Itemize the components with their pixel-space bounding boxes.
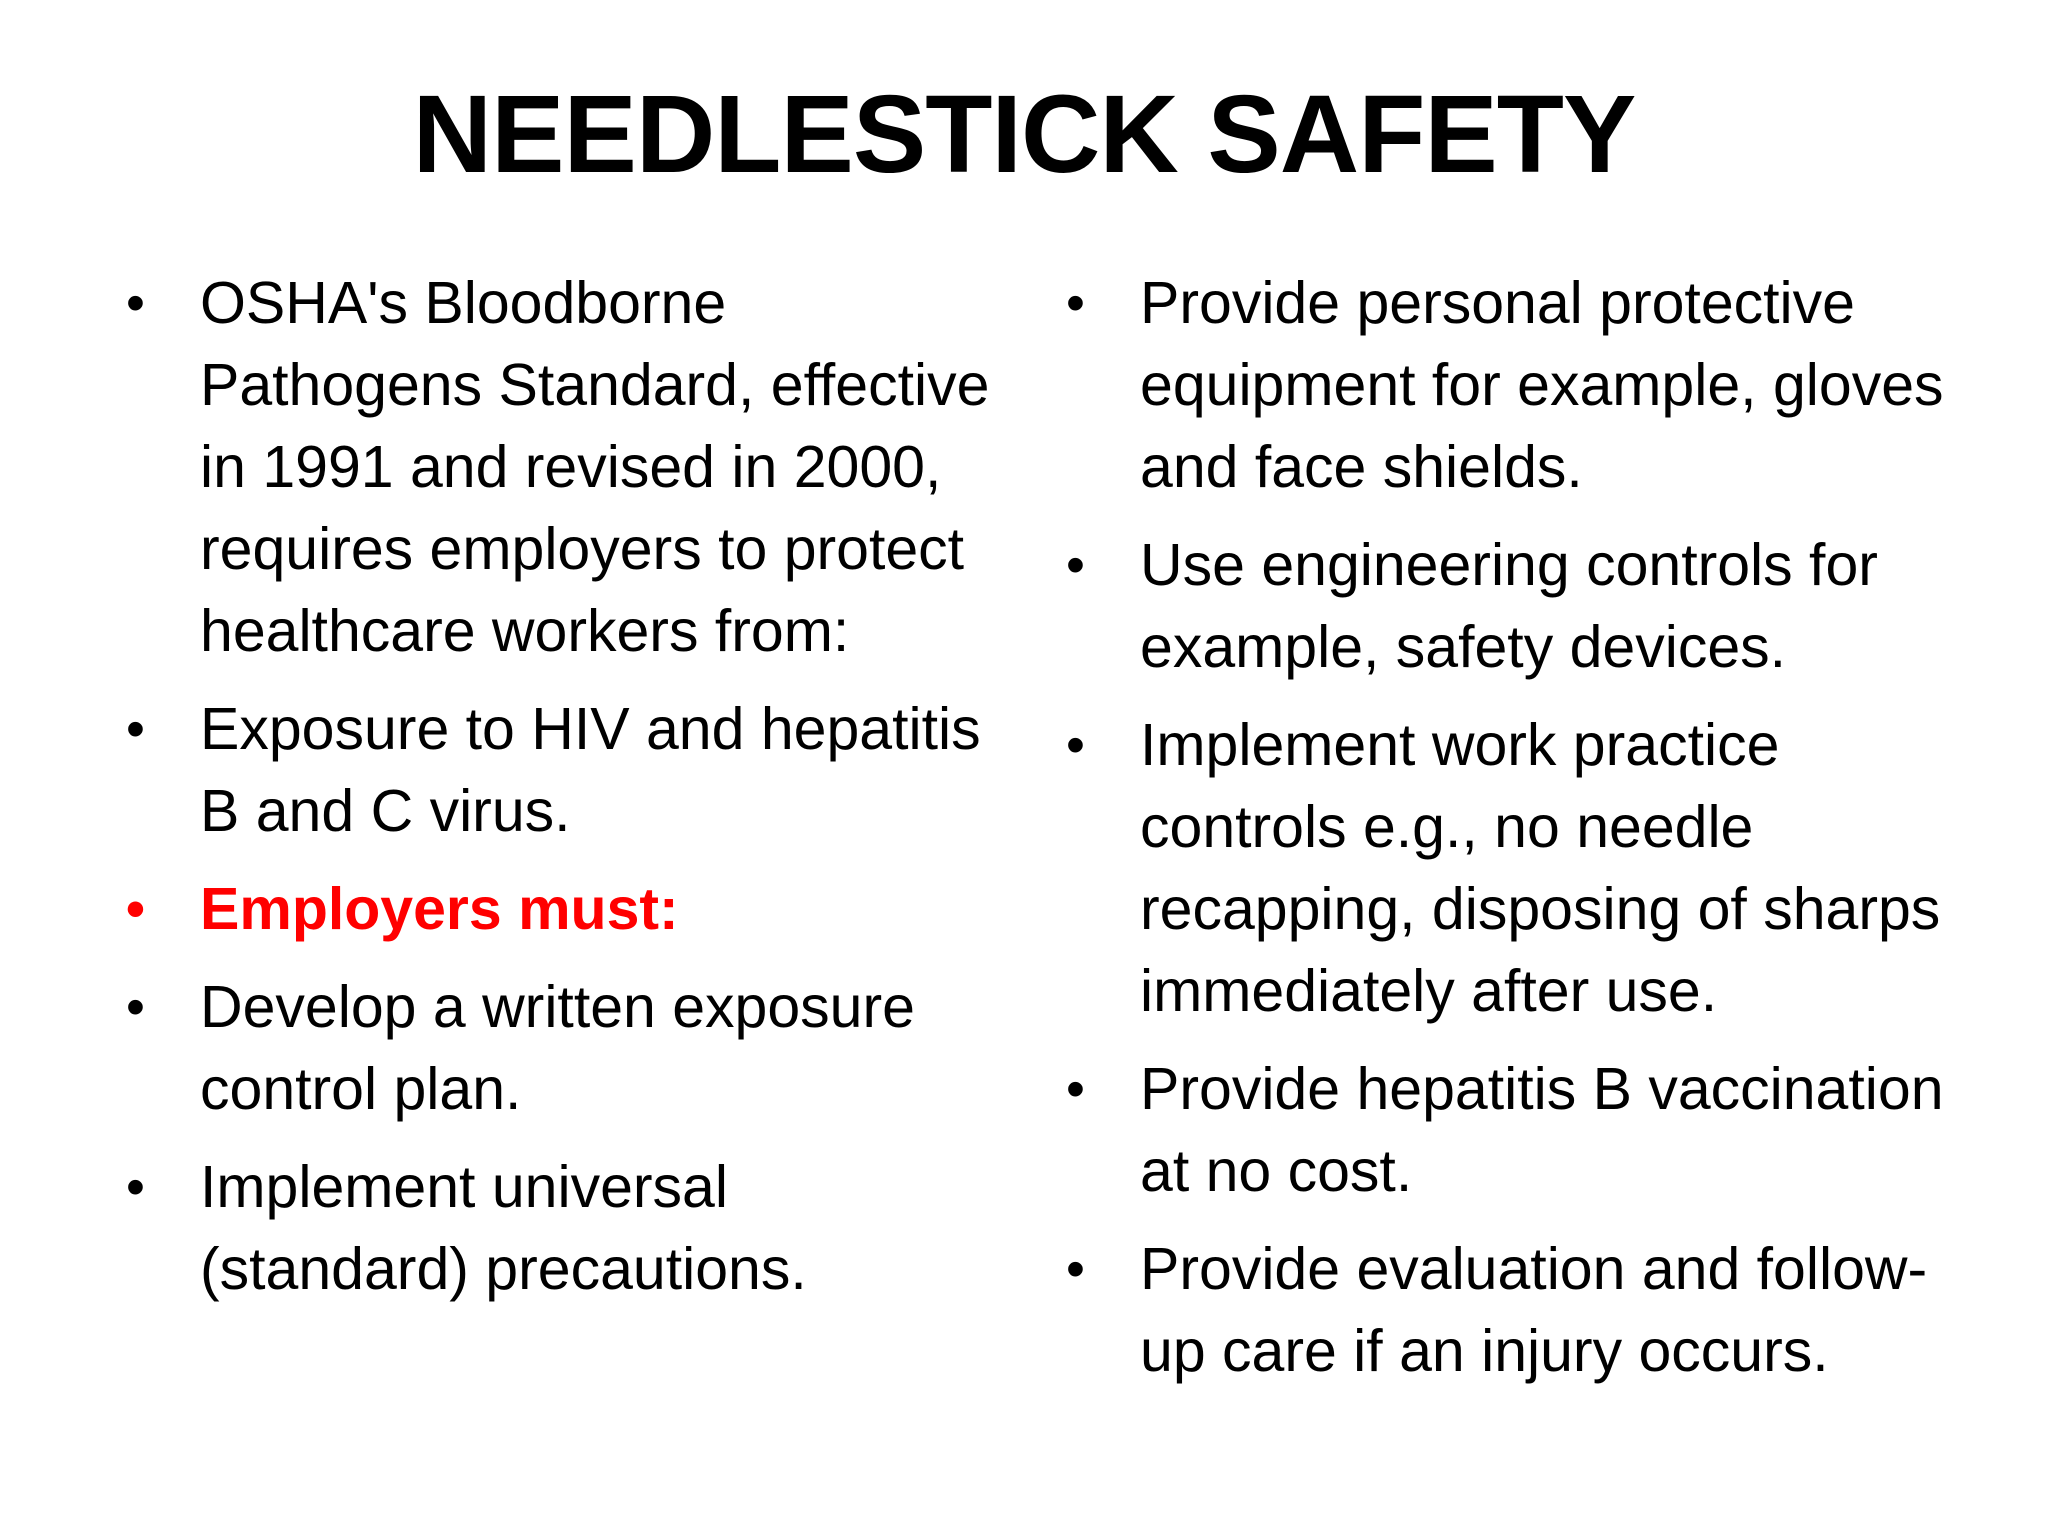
bullet-item xyxy=(1066,262,1980,508)
bullet-dot-icon: • xyxy=(126,977,145,1037)
bullet-text: OSHA's Bloodborne Pathogens Standard, effective in 1991 and revised in 2000, requires employers to protect healthcare workers from: xyxy=(200,270,990,664)
bullet-text: Implement universal (standard) precautions. xyxy=(200,1154,807,1302)
slide-title: NEEDLESTICK SAFETY xyxy=(412,73,1636,196)
bullet-item xyxy=(1066,1048,1980,1212)
bullet-dot-icon: • xyxy=(1066,715,1085,775)
bullet-text: Develop a written exposure control plan. xyxy=(200,974,915,1122)
bullet-text: Employers must: xyxy=(200,876,679,942)
bullet-text: Provide hepatitis B vaccination at no cost. xyxy=(1140,1056,1944,1204)
bullet-text: Provide evaluation and follow-up care if an injury occurs. xyxy=(1140,1236,1928,1384)
bullet-item xyxy=(1066,704,1980,1032)
bullet-dot-icon: • xyxy=(126,699,145,759)
left-bullet-list xyxy=(126,262,1000,1326)
bullet-text: Provide personal protective equipment for example, gloves and face shields. xyxy=(1140,270,1944,500)
bullet-item xyxy=(1066,1228,1980,1392)
bullet-item xyxy=(126,688,1000,852)
right-bullet-list xyxy=(1066,262,1980,1408)
bullet-item xyxy=(126,1146,1000,1310)
bullet-dot-icon: • xyxy=(126,879,145,939)
bullet-dot-icon: • xyxy=(126,273,145,333)
bullet-text: Implement work practice controls e.g., no needle recapping, disposing of sharps immediately after use. xyxy=(1140,712,1941,1024)
bullet-item xyxy=(126,262,1000,672)
bullet-dot-icon: • xyxy=(1066,1239,1085,1299)
bullet-dot-icon: • xyxy=(126,1157,145,1217)
bullet-item-emphasis xyxy=(126,868,1000,950)
bullet-text: Use engineering controls for example, safety devices. xyxy=(1140,532,1878,680)
bullet-dot-icon: • xyxy=(1066,1059,1085,1119)
bullet-dot-icon: • xyxy=(1066,535,1085,595)
bullet-text: Exposure to HIV and hepatitis B and C virus. xyxy=(200,696,981,844)
bullet-item xyxy=(1066,524,1980,688)
bullet-item xyxy=(126,966,1000,1130)
bullet-dot-icon: • xyxy=(1066,273,1085,333)
